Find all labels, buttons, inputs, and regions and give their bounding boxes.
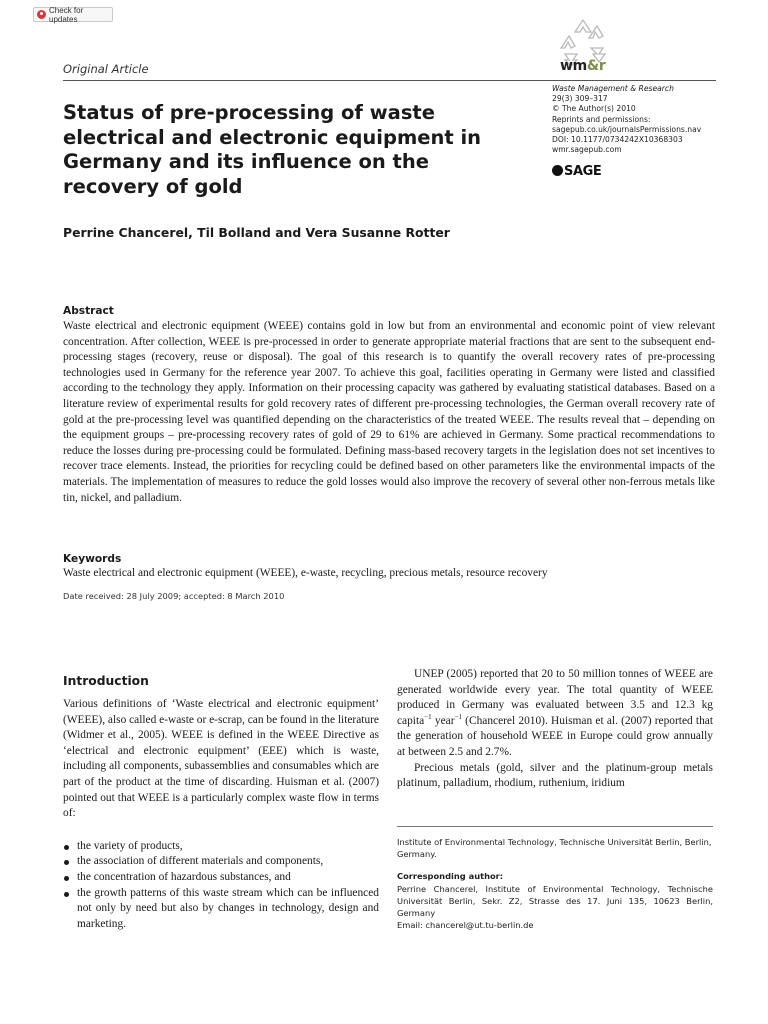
intro-paragraph-2 (397, 667, 713, 761)
paragraph-text: (Chancerel 2010). Huisman et al. (2007) reported that the generation of household WEEE in Europe could grow annually at between 2.5 and 2.7%. (397, 714, 714, 758)
permissions-label: Reprints and permissions: (552, 114, 651, 124)
corresponding-author-details (397, 883, 713, 931)
intro-paragraph-1: Various definitions of ‘Waste electrical and electronic equipment’ (WEEE), also called e-waste or e-scrap, can be found in the literature (Widmer et al., 2005). WEEE is defined in the WEEE Directive as ‘electrical and electronic equipment’ (EEE) which is waste, including all components, subassemblies and consumables which are part of the product at the time of discarding. Huisman et al. (2007) pointed out that WEEE is a particularly complex waste flow in terms of: (63, 698, 379, 820)
list-item: the association of different materials and components, (63, 854, 379, 870)
body-column-right (397, 667, 713, 792)
sage-logo (552, 164, 601, 179)
keywords-text: Waste electrical and electronic equipment (WEEE), e-waste, recycling, precious metals, resource recovery (63, 567, 548, 579)
author-affiliation: Institute of Environmental Technology, Technische Universität Berlin, Berlin, Germany. (397, 837, 712, 859)
permissions-link[interactable]: sagepub.co.uk/journalsPermissions.nav (552, 124, 702, 134)
list-item: the variety of products, (63, 839, 379, 855)
check-for-updates-button[interactable] (33, 7, 113, 22)
dates-text: Date received: 28 July 2009; accepted: 8 March 2010 (63, 591, 285, 601)
paragraph-text: year (431, 714, 455, 727)
header-divider (63, 80, 716, 81)
keywords-heading: Keywords (63, 553, 122, 565)
superscript: −1 (454, 712, 462, 721)
journal-logo-text: wm&r (560, 58, 606, 74)
abstract-text: Waste electrical and electronic equipment (WEEE) contains gold in low but from an environmental and economic point of view relevant concentration. After collection, WEEE is pre-processed in order to generate appropriate material fractions that are sent to the subsequent end-processing stages (recovery, reuse or disposal). The goal of this research is to quantify the overall recovery rates of pre-processing technologies used in Germany for the reference year 2007. To achieve this goal, facilities operating in Germany were listed and classified according to the technology they apply. Information on their processing capacity was gathered by evaluating statistical databases. Based on a literature review of experimental results for gold recovery rates of different pre-processing technologies, the German overall recovery rate of gold at the pre-processing level was quantified depending on the characteristics of the treated WEEE. The results reveal that – depending on the equipment groups – pre-processing recovery rates of gold of 29 to 61% are achieved in Germany. Some practical recommendations to reduce the losses during pre-processing could be formulated. Defining mass-based recovery targets in the legislation does not set incentives to recover trace elements. Instead, the priorities for recycling could be defined based on other parameters like the environmental impacts of the materials. The implementation of measures to reduce the gold losses would also improve the recovery of several other non-ferrous metals like tin, nickel, and palladium. (63, 320, 715, 504)
journal-website-link[interactable]: wmr.sagepub.com (552, 145, 622, 155)
journal-volume: 29(3) 309–317 (552, 94, 608, 104)
journal-info (552, 84, 722, 155)
paragraph-text: UNEP (2005) reported that 20 to 50 million tonnes of WEEE are generated worldwide every year. The total quantity of WEEE produced in Germany was evaluated between 3.5 and 12.3 kg capita (397, 668, 713, 727)
article-title: Status of pre-processing of waste electrical and electronic equipment in Germany and its influence on the recovery of gold (63, 101, 482, 198)
corresponding-author-email[interactable]: Email: chancerel@ut.tu-berlin.de (397, 920, 534, 930)
copyright-notice: © The Author(s) 2010 (552, 104, 636, 114)
crossmark-icon (37, 10, 46, 19)
sage-logo-text: SAGE (564, 164, 602, 179)
sage-dollar-icon (552, 165, 563, 176)
footnote-divider (397, 826, 713, 827)
list-item: the concentration of hazardous substances, and (63, 870, 379, 886)
intro-paragraph-3: Precious metals (gold, silver and the platinum-group metals platinum, palladium, rhodium, ruthenium, iridium (397, 761, 713, 790)
doi-link[interactable]: DOI: 10.1177/0734242X10368303 (552, 135, 683, 145)
corresponding-author-address: Perrine Chancerel, Institute of Environmental Technology, Technische Universität Berlin, Sekr. Z2, Strasse des 17. Juni 135, 10623 Berlin, Germany (397, 884, 713, 918)
body-column-left (63, 697, 379, 932)
article-type-label: Original Article (63, 62, 149, 76)
author-list: Perrine Chancerel, Til Bolland and Vera Susanne Rotter (63, 225, 450, 240)
check-for-updates-label: Check for updates (49, 5, 84, 24)
corresponding-author-heading: Corresponding author: (397, 871, 504, 881)
bullet-list (63, 839, 379, 933)
abstract-heading: Abstract (63, 305, 114, 317)
list-item: the growth patterns of this waste stream which can be influenced not only by need but also by changes in technology, design and marketing. (63, 886, 379, 933)
superscript: −1 (424, 712, 432, 721)
introduction-heading: Introduction (63, 674, 149, 688)
journal-name: Waste Management & Research (552, 84, 674, 93)
